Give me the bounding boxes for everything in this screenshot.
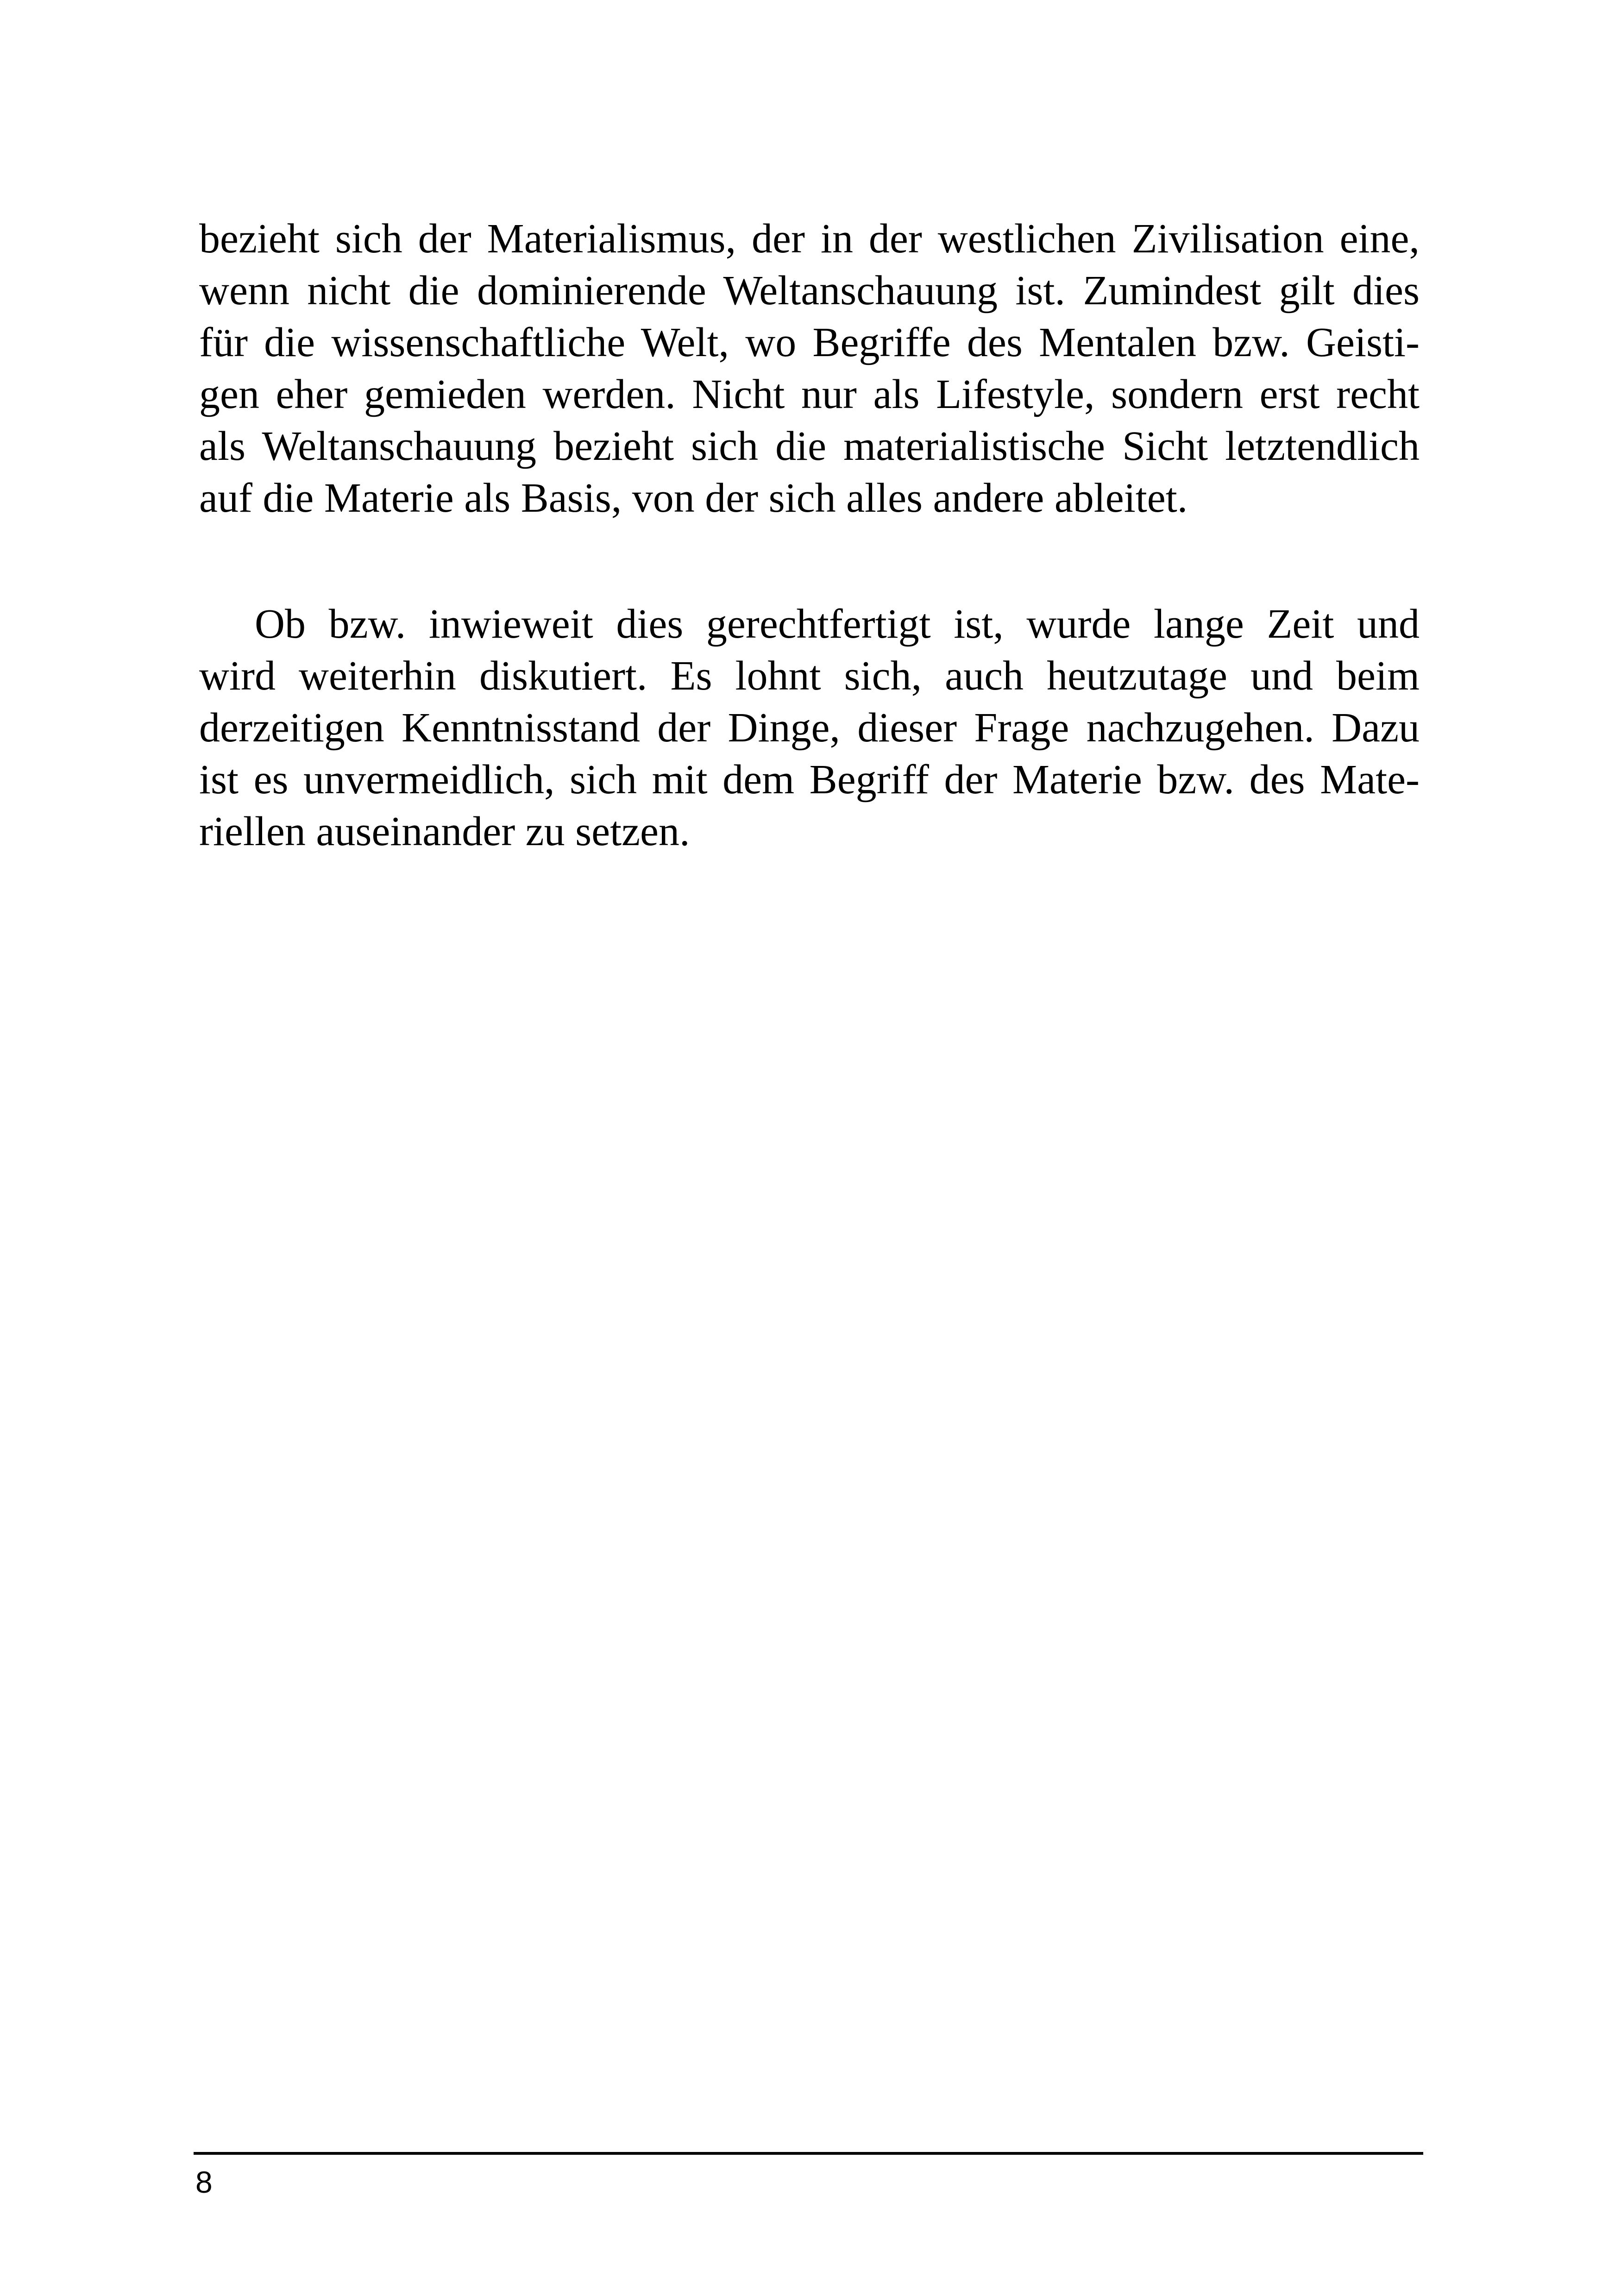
body-paragraph-1 — [199, 213, 1420, 524]
footer-rule — [194, 2152, 1423, 2155]
text-line: ist es unvermeidlich, sich mit dem Begriff der Materie bzw. des Mate- — [199, 757, 1420, 803]
text-line: auf die Materie als Basis, von der sich alles andere ableitet. — [199, 475, 1188, 521]
text-line: wenn nicht die dominierende Weltanschauung ist. Zumindest gilt dies — [199, 268, 1420, 314]
text-line: gen eher gemieden werden. Nicht nur als Lifestyle, sondern erst recht — [199, 371, 1420, 417]
text-line: Ob bzw. inwieweit dies gerechtfertigt ist, wurde lange Zeit und — [255, 601, 1420, 647]
text-line: für die wissenschaftliche Welt, wo Begriffe des Mentalen bzw. Geisti- — [199, 320, 1420, 365]
text-line: derzeitigen Kenntnisstand der Dinge, dieser Frage nachzugehen. Dazu — [199, 705, 1420, 751]
body-paragraph-2 — [199, 598, 1420, 858]
text-line: wird weiterhin diskutiert. Es lohnt sich, auch heutzutage und beim — [199, 653, 1420, 699]
text-line: riellen auseinander zu setzen. — [199, 809, 690, 854]
page-number: 8 — [195, 2165, 213, 2199]
text-line: als Weltanschauung bezieht sich die materialistische Sicht letztendlich — [199, 423, 1420, 469]
text-line: bezieht sich der Materialismus, der in der westlichen Zivilisation eine, — [199, 216, 1420, 262]
